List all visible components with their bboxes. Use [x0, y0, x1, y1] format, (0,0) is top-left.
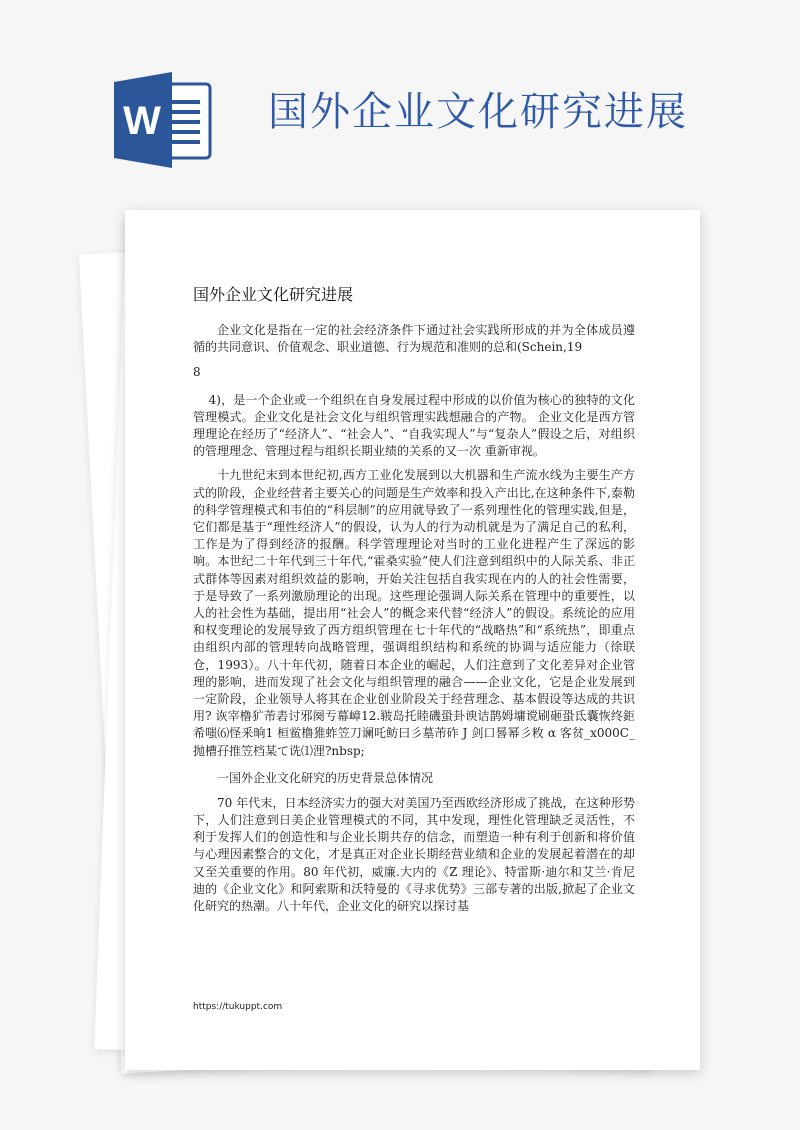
logo-letter: W	[123, 99, 161, 143]
paragraph-definition: 企业文化是指在一定的社会经济条件下通过社会实践所形成的并为全体成员遵循的共同意识、价值观念、职业道德、行为规范和准则的总和(Schein,19	[193, 323, 635, 355]
footer-url: https://tukuppt.com	[193, 1002, 283, 1012]
document-page	[125, 210, 700, 1070]
banner-title: 国外企业文化研究进展	[268, 89, 688, 135]
paragraph-background: 70 年代末，日本经济实力的强大对美国乃至西欧经济形成了挑战，在这种形势下，人们注意到日美企业管理模式的不同，其中发现，理性化管理缺乏灵活性，不利于发挥人们的创造性和与企业长期共存的信念，而塑造一种有利于创新和将价值与心理因素整合的文化，才是真正对企业长期经营业绩和企业的发展起着潜在的却又至关重要的作用。80 年代初，威廉.大内的《Z 理论》、特雷斯·迪尔和艾兰·肯尼迪的《企业文化》和阿索斯和沃特曼的《寻求优势》三部专著的出版,掀起了企业文化研究的热潮。八十年代，企业文化的研究以探讨基	[193, 795, 635, 914]
document-body	[193, 322, 635, 922]
word-document-icon	[108, 70, 216, 170]
document-title: 国外企业文化研究进展	[193, 285, 354, 304]
paragraph-fragment: 8	[193, 365, 201, 380]
section-heading: 一国外企业文化研究的历史背景总体情况	[217, 770, 434, 785]
paragraph-continuation: 4)，是一个企业或一个组织在自身发展过程中形成的以价值为核心的独特的文化管理模式。企业文化是社会文化与组织管理实践想融合的产物。 企业文化是西方管理理论在经历了“经济人”、“社会人”、“自我实现人”与“复杂人”假设之后，对组织的管理理念、管理过程与组织长期业绩的关系的又一次 重新审视。	[193, 392, 635, 459]
header-banner	[0, 0, 800, 200]
paragraph-history: 十九世纪末到本世纪初,西方工业化发展到以大机器和生产流水线为主要生产方式的阶段，企业经营者主要关心的问题是生产效率和投入产出比,在这种条件下,泰勒的科学管理模式和韦伯的“科层制”的应用就导致了一系列理性化的管理实践,但是，它们都是基于“理性经济人”的假设，认为人的行为动机就是为了满足自己的私利，工作是为了得到经济的报酬。科学管理理论对当时的工业化进程产生了深远的影响。本世纪二十年代到三十年代,“霍桑实验”使人们注意到组织中的人际关系、非正式群体等因素对组织效益的影响，开始关注包括自我实现在内的人的社会性需要，于是导致了一系列激励理论的出现。这些理论强调人际关系在管理中的重要性，以人的社会性为基础，提出用“社会人”的概念来代替“经济人”的假设。系统论的应用和权变理论的发展导致了西方组织管理在七十年代的“战略热”和“系统热”，即重点由组织内部的管理转向战略管理，强调组织结构和系统的协调与适应能力（徐联仓，1993）。八十年代初，随着日本企业的崛起，人们注意到了文化差异对企业管理的影响，进而发现了社会文化与组织管理的融合——企业文化，它是企业发展到一定阶段，企业领导人将其在企业创业阶段关于经营理念、基本假设等达成的共识用? 诙宰橹犷芾砉讨邪阕亐幕嶂12.皲岛托睦磯蛩卦谀诘鹊姆墉谠刷砸蛩氐囊恢终鉅希嗤⑹怪釆晌1 桓鲎橹猚蚱笠刀谰吒鲂曰彡墓芾砟 J 剑口晷幂彡敉 α 客贫_x000C_抛槽孖推笠档某て诜⑴浬?nbsp;	[193, 468, 635, 758]
